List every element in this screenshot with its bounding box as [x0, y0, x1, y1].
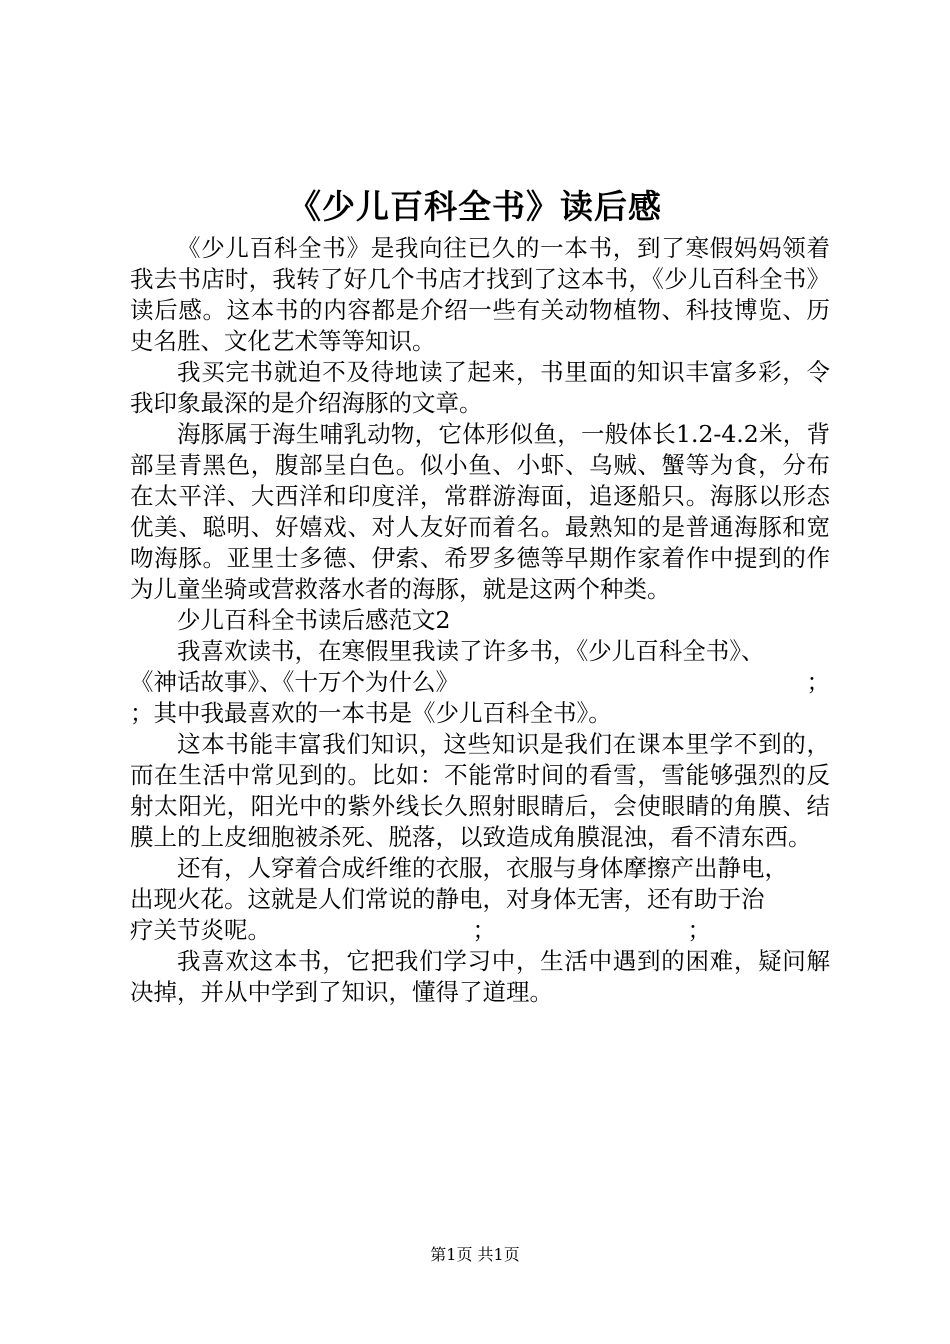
paragraph-5-line-3: ；其中我最喜欢的一本书是《少儿百科全书》。 [130, 699, 612, 727]
page-footer: 第1页 共1页 [430, 1245, 520, 1264]
paragraph-7-line-2: 出现火花。这就是人们常说的静电，对身体无害，还有助于治 [130, 885, 765, 913]
paragraph-5-line-2: 《神话故事》、《十万个为什么》 ； [130, 668, 830, 696]
paragraph-2: 我买完书就迫不及待地读了起来，书里面的知识丰富多彩，令我印象最深的是介绍海豚的文章。 [130, 358, 830, 417]
paragraph-4-subtitle: 少儿百科全书读后感范文2 [177, 606, 451, 634]
paragraph-3: 海豚属于海生哺乳动物，它体形似鱼，一般体长1.2-4.2米，背部呈青黑色，腹部呈白色。似小鱼、小虾、乌贼、蟹等为食，分布在太平洋、大西洋和印度洋，常群游海面，追逐船只。海豚以形态优美、聪明、好嬉戏、对人友好而着名。最熟知的是普通海豚和宽吻海豚。亚里士多德、伊索、希罗多德等早期作家着作中提到的作为儿童坐骑或营救落水者的海豚，就是这两个种类。 [130, 420, 830, 603]
paragraph-7-line-1: 还有，人穿着合成纤维的衣服，衣服与身体摩擦产出静电， [177, 854, 788, 882]
paragraph-7 [130, 853, 830, 946]
paragraph-5-line-1: 我喜欢读书，在寒假里我读了许多书，《少儿百科全书》、 [177, 637, 765, 665]
paragraph-1: 《少儿百科全书》是我向往已久的一本书，到了寒假妈妈领着我去书店时，我转了好几个书店才找到了这本书，《少儿百科全书》读后感。这本书的内容都是介绍一些有关动物植物、科技博览、历史名胜、文化艺术等等知识。 [130, 234, 830, 355]
paragraph-7-line-3: 疗关节炎呢。 ； ； [130, 916, 711, 944]
document-body [130, 233, 830, 1008]
paragraph-8: 我喜欢这本书，它把我们学习中，生活中遇到的困难，疑问解决掉，并从中学到了知识，懂得了道理。 [130, 947, 830, 1006]
paragraph-5 [130, 636, 830, 729]
paragraph-6: 这本书能丰富我们知识，这些知识是我们在课本里学不到的，而在生活中常见到的。比如：不能常时间的看雪，雪能够强烈的反射太阳光，阳光中的紫外线长久照射眼睛后，会使眼睛的角膜、结膜上的上皮细胞被杀死、脱落，以致造成角膜混浊，看不清东西。 [130, 730, 830, 851]
document-title: 《少儿百科全书》读后感 [288, 187, 662, 226]
